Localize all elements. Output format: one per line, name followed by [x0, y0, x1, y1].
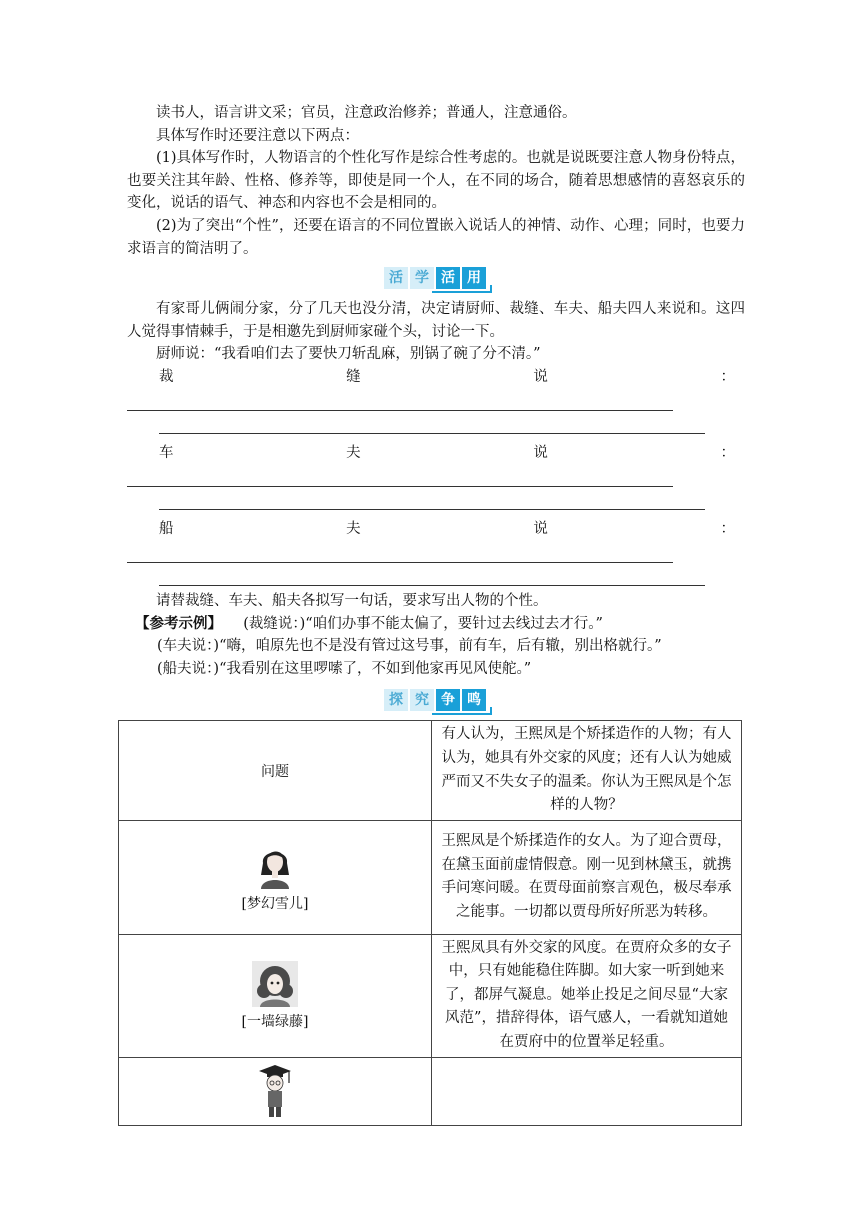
- task-instruction: 请替裁缝、车夫、船夫各拟写一句话，要求写出人物的个性。: [156, 592, 548, 609]
- header-char: 活: [384, 267, 408, 289]
- reference-driver: (车夫说：)“嗨，咱原先也不是没有管过这号事，前有车，后有辙，别出格就行。”: [157, 638, 662, 655]
- prompt-char: ：: [720, 520, 735, 537]
- user-cell: [119, 820, 432, 934]
- answer-text: 王熙凤具有外交家的风度。在贾府众多的女子中，只有她能稳住阵脚。如大家一听到她来了，都屏气凝息。她举止投足之间尽显“大家风范”，措辞得体，语气感人，一看就知道她在贾府中的位置举足轻重。: [432, 934, 742, 1057]
- prompt-char: 裁: [159, 368, 174, 385]
- prompt-char: 夫: [346, 444, 361, 461]
- username-label: [梦幻雪儿]: [241, 896, 309, 913]
- question-label: 问题: [119, 721, 432, 820]
- intro-line-1: 读书人，语言讲文采；官员，注意政治修养；普通人，注意通俗。: [156, 105, 577, 121]
- story-text: 有家哥儿俩闹分家，分了几天也没分清，决定请厨师、裁缝、车夫、船夫四人来说和。这四人觉得事情棘手，于是相邀先到厨师家碰个头，讨论一下。: [127, 301, 745, 340]
- graduate-avatar-icon: [255, 1061, 295, 1121]
- answer-line[interactable]: [127, 464, 673, 487]
- table-row: [119, 721, 742, 820]
- header-char: 活: [436, 267, 460, 289]
- table-row: [119, 1057, 742, 1125]
- writing-point-1: (1)具体写作时，人物语言的个性化写作是综合性考虑的。也就是说既要注意人物身份特点，也要关注其年龄、性格、修养等，即使是同一个人，在不同的场合，随着思想感情的喜怒哀乐的变化，说话的语气、神态和内容也不会是相同的。: [127, 150, 745, 212]
- prompt-char: 船: [159, 520, 174, 537]
- header-char: 争: [436, 689, 460, 711]
- prompt-char: 说: [533, 368, 548, 385]
- reference-boatman: (船夫说：)“我看别在这里啰嗦了，不如到他家再见风使舵。”: [157, 660, 532, 677]
- header-char: 鸣: [462, 689, 486, 711]
- reference-example: [127, 613, 745, 636]
- reference-label: 【参考示例】: [135, 614, 222, 632]
- section-header-huoxue-huoyong: [127, 266, 745, 294]
- prompt-char: 夫: [346, 520, 361, 537]
- prompt-char: 说: [533, 444, 548, 461]
- chef-says: 厨师说：“我看咱们去了要快刀斩乱麻，别锅了碗了分不清。”: [156, 346, 541, 363]
- prompt-char: 说: [533, 520, 548, 537]
- table-row: [119, 820, 742, 934]
- header-char: 探: [384, 689, 408, 711]
- answer-line[interactable]: [127, 540, 673, 563]
- header-char: 究: [410, 689, 434, 711]
- discussion-table: [118, 720, 742, 1125]
- reference-tailor: (裁缝说：)“咱们办事不能太偏了，要针过去线过去才行。”: [243, 615, 603, 632]
- header-underline-hook: [490, 707, 492, 715]
- username-label: [一墙绿藤]: [241, 1013, 309, 1030]
- writing-point-2: (2)为了突出“个性”，还要在语言的不同位置嵌入说话人的神情、动作、心理；同时，也要力求语言的简洁明了。: [127, 217, 745, 257]
- driver-says-prompt: [159, 442, 735, 464]
- prompt-char: ：: [720, 368, 735, 385]
- answer-blank[interactable]: [432, 1057, 742, 1125]
- answer-line[interactable]: [159, 487, 705, 510]
- answer-text: 王熙凤是个矫揉造作的女人。为了迎合贾母，在黛玉面前虚情假意。刚一见到林黛玉，就携手问寒问暖。在贾母面前察言观色，极尽奉承之能事。一切都以贾母所好所恶为转移。: [432, 820, 742, 934]
- header-char: 用: [462, 267, 486, 289]
- document-page: [127, 102, 745, 1126]
- intro-line-2: 具体写作时还要注意以下两点：: [156, 127, 359, 144]
- prompt-char: ：: [720, 444, 735, 461]
- tailor-says-prompt: [159, 366, 735, 388]
- girl-avatar-icon: [255, 841, 295, 889]
- header-underline: [432, 291, 492, 293]
- prompt-char: 缝: [346, 368, 361, 385]
- header-char: 学: [410, 267, 434, 289]
- user-cell: [119, 934, 432, 1057]
- answer-line[interactable]: [159, 411, 705, 434]
- question-text: 有人认为，王熙凤是个矫揉造作的人物；有人认为，她具有外交家的风度；还有人认为她威严而又不失女子的温柔。你认为王熙凤是个怎样的人物？: [432, 721, 742, 820]
- table-row: [119, 934, 742, 1057]
- prompt-char: 车: [159, 444, 174, 461]
- header-underline: [432, 713, 492, 715]
- answer-line[interactable]: [127, 388, 673, 411]
- user-cell: [119, 1057, 432, 1125]
- boatman-says-prompt: [159, 518, 735, 540]
- answer-line[interactable]: [159, 563, 705, 586]
- section-header-tanjiu-zhengming: [127, 688, 745, 716]
- header-underline-hook: [490, 285, 492, 293]
- girl-curly-hair-avatar-icon: [252, 961, 298, 1007]
